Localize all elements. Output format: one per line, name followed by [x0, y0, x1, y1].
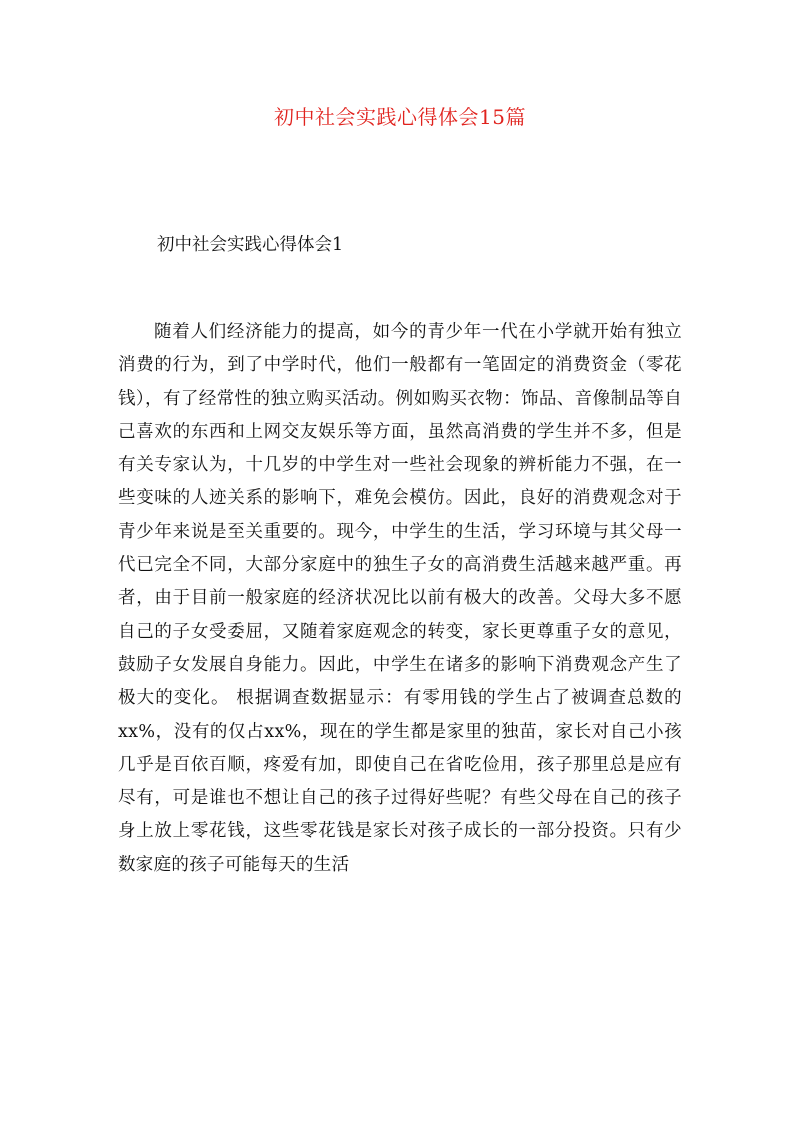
section-paragraph: 随着人们经济能力的提高，如今的青少年一代在小学就开始有独立消费的行为，到了中学时代，他们一般都有一笔固定的消费资金（零花钱），有了经常性的独立购买活动。例如购买衣物：饰品、音像制品等自己喜欢的东西和上网交友娱乐等方面，虽然高消费的学生并不多，但是有关专家认为，十几岁的中学生对一些社会现象的辨析能力不强，在一些变味的人迹关系的影响下，难免会模仿。因此，良好的消费观念对于青少年来说是至关重要的。现今，中学生的生活，学习环境与其父母一代已完全不同，大部分家庭中的独生子女的高消费生活越来越严重。再者，由于目前一般家庭的经济状况比以前有极大的改善。父母大多不愿自己的子女受委屈，又随着家庭观念的转变，家长更尊重子女的意见，鼓励子女发展自身能力。因此，中学生在诸多的影响下消费观念产生了极大的变化。 根据调查数据显示：有零用钱的学生占了被调查总数的xx%，没有的仅占xx%，现在的学生都是家里的独苗，家长对自己小孩几乎是百依百顺，疼爱有加，即使自己在省吃俭用，孩子那里总是应有尽有，可是谁也不想让自己的孩子过得好些呢？有些父母在自己的孩子身上放上零花钱，这些零花钱是家长对孩子成长的一部分投资。只有少数家庭的孩子可能每天的生活	[118, 322, 682, 875]
document-title: 初中社会实践心得体会15篇	[274, 105, 526, 129]
section-heading: 初中社会实践心得体会1	[157, 235, 344, 255]
